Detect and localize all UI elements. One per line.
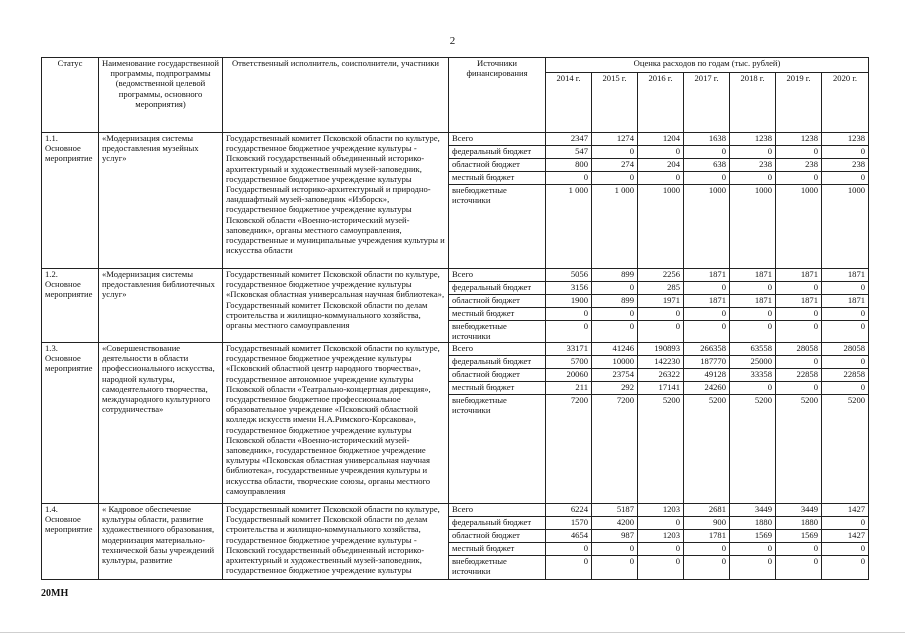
header-status: Статус bbox=[42, 58, 99, 133]
row-status: 1.3. Основное мероприятие bbox=[42, 343, 99, 504]
value-cell: 292 bbox=[592, 382, 638, 395]
value-cell: 5200 bbox=[638, 395, 684, 504]
value-cell: 5200 bbox=[822, 395, 869, 504]
value-cell: 24260 bbox=[684, 382, 730, 395]
value-cell: 2681 bbox=[684, 504, 730, 517]
value-cell: 0 bbox=[730, 382, 776, 395]
value-cell: 26322 bbox=[638, 369, 684, 382]
value-cell: 0 bbox=[592, 146, 638, 159]
value-cell: 1971 bbox=[638, 295, 684, 308]
value-cell: 4654 bbox=[546, 530, 592, 543]
value-cell: 547 bbox=[546, 146, 592, 159]
value-cell: 211 bbox=[546, 382, 592, 395]
value-cell: 0 bbox=[776, 382, 822, 395]
value-cell: 0 bbox=[822, 356, 869, 369]
value-cell: 5200 bbox=[730, 395, 776, 504]
value-cell: 899 bbox=[592, 269, 638, 282]
value-cell: 0 bbox=[776, 282, 822, 295]
value-cell: 5700 bbox=[546, 356, 592, 369]
source-label: внебюджетные источники bbox=[449, 556, 546, 580]
value-cell: 4200 bbox=[592, 517, 638, 530]
source-label: Всего bbox=[449, 343, 546, 356]
value-cell: 0 bbox=[638, 321, 684, 343]
value-cell: 0 bbox=[684, 146, 730, 159]
value-cell: 5200 bbox=[776, 395, 822, 504]
value-cell: 0 bbox=[684, 556, 730, 580]
value-cell: 41246 bbox=[592, 343, 638, 356]
value-cell: 1238 bbox=[822, 133, 869, 146]
value-cell: 0 bbox=[592, 556, 638, 580]
row-executor: Государственный комитет Псковской области по культуре, государственное бюджетное учреждение культуры «Псковский областной центр народного творчества», государственное автономное учреждение культуры Псковской области «Театрально-концертная дирекция», государственное бюджетное профессиональное образовательное учреждение «Псковский областной колледж искусств имени Н.А.Римского-Корсакова», государственное бюджетное учреждение культуры Псковской области «Военно-исторический музей-заповедник», государственное бюджетное учреждение культуры «Псковская областная универсальная научная библиотека», государственные учреждения культуры и искусства области, творческие союзы, органы местного самоуправления bbox=[223, 343, 449, 504]
value-cell: 1638 bbox=[684, 133, 730, 146]
source-label: областной бюджет bbox=[449, 530, 546, 543]
source-label: Всего bbox=[449, 133, 546, 146]
value-cell: 0 bbox=[730, 556, 776, 580]
value-cell: 1238 bbox=[776, 133, 822, 146]
value-cell: 0 bbox=[776, 556, 822, 580]
table-row bbox=[42, 269, 869, 282]
value-cell: 0 bbox=[822, 556, 869, 580]
value-cell: 20060 bbox=[546, 369, 592, 382]
source-label: местный бюджет bbox=[449, 543, 546, 556]
value-cell: 0 bbox=[730, 146, 776, 159]
value-cell: 0 bbox=[684, 308, 730, 321]
value-cell: 0 bbox=[592, 172, 638, 185]
value-cell: 1569 bbox=[776, 530, 822, 543]
header-estimate: Оценка расходов по годам (тыс. рублей) bbox=[546, 58, 869, 73]
value-cell: 285 bbox=[638, 282, 684, 295]
budget-table bbox=[41, 57, 869, 580]
value-cell: 0 bbox=[822, 517, 869, 530]
value-cell: 1000 bbox=[730, 185, 776, 269]
value-cell: 0 bbox=[592, 543, 638, 556]
value-cell: 0 bbox=[776, 321, 822, 343]
value-cell: 0 bbox=[822, 321, 869, 343]
source-label: Всего bbox=[449, 269, 546, 282]
value-cell: 0 bbox=[684, 282, 730, 295]
value-cell: 0 bbox=[730, 321, 776, 343]
value-cell: 238 bbox=[730, 159, 776, 172]
value-cell: 987 bbox=[592, 530, 638, 543]
header-year: 2014 г. bbox=[546, 73, 592, 133]
table-row bbox=[42, 343, 869, 356]
row-name: «Модернизация системы предоставления музейных услуг» bbox=[99, 133, 223, 269]
value-cell: 7200 bbox=[592, 395, 638, 504]
value-cell: 23754 bbox=[592, 369, 638, 382]
value-cell: 1871 bbox=[684, 295, 730, 308]
value-cell: 2256 bbox=[638, 269, 684, 282]
source-label: внебюджетные источники bbox=[449, 185, 546, 269]
value-cell: 3156 bbox=[546, 282, 592, 295]
value-cell: 0 bbox=[730, 543, 776, 556]
value-cell: 0 bbox=[546, 556, 592, 580]
row-executor: Государственный комитет Псковской области по культуре, государственное бюджетное учреждение культуры «Псковская областная универсальная научная библиотека», Государственный комитет Псковской области по делам строительства и жилищно-коммунального хозяйства, органы местного самоуправления bbox=[223, 269, 449, 343]
value-cell: 33358 bbox=[730, 369, 776, 382]
source-label: областной бюджет bbox=[449, 159, 546, 172]
value-cell: 1871 bbox=[730, 295, 776, 308]
value-cell: 5187 bbox=[592, 504, 638, 517]
header-year: 2018 г. bbox=[730, 73, 776, 133]
row-status: 1.2. Основное мероприятие bbox=[42, 269, 99, 343]
value-cell: 1 000 bbox=[546, 185, 592, 269]
value-cell: 1000 bbox=[684, 185, 730, 269]
value-cell: 33171 bbox=[546, 343, 592, 356]
value-cell: 190893 bbox=[638, 343, 684, 356]
value-cell: 0 bbox=[638, 543, 684, 556]
value-cell: 0 bbox=[684, 321, 730, 343]
value-cell: 0 bbox=[776, 172, 822, 185]
value-cell: 7200 bbox=[546, 395, 592, 504]
value-cell: 238 bbox=[822, 159, 869, 172]
row-name: « Кадровое обеспечение культуры области, развитие художественного образования, модернизация материально-технической базы учреждений культуры, развитие bbox=[99, 504, 223, 580]
value-cell: 1203 bbox=[638, 530, 684, 543]
row-name: «Совершенствование деятельности в области профессионального искусства, народной культуры, самодеятельного творчества, международного культурного сотрудничества» bbox=[99, 343, 223, 504]
value-cell: 274 bbox=[592, 159, 638, 172]
value-cell: 266358 bbox=[684, 343, 730, 356]
source-label: внебюджетные источники bbox=[449, 321, 546, 343]
value-cell: 1000 bbox=[822, 185, 869, 269]
value-cell: 0 bbox=[822, 308, 869, 321]
value-cell: 800 bbox=[546, 159, 592, 172]
source-label: местный бюджет bbox=[449, 308, 546, 321]
value-cell: 204 bbox=[638, 159, 684, 172]
value-cell: 2347 bbox=[546, 133, 592, 146]
value-cell: 5056 bbox=[546, 269, 592, 282]
value-cell: 3449 bbox=[730, 504, 776, 517]
header-year: 2016 г. bbox=[638, 73, 684, 133]
value-cell: 0 bbox=[638, 172, 684, 185]
header-year: 2020 г. bbox=[822, 73, 869, 133]
row-name: «Модернизация системы предоставления библиотечных услуг» bbox=[99, 269, 223, 343]
value-cell: 6224 bbox=[546, 504, 592, 517]
value-cell: 899 bbox=[592, 295, 638, 308]
value-cell: 0 bbox=[638, 556, 684, 580]
value-cell: 0 bbox=[730, 172, 776, 185]
value-cell: 1871 bbox=[822, 295, 869, 308]
source-label: федеральный бюджет bbox=[449, 282, 546, 295]
value-cell: 1238 bbox=[730, 133, 776, 146]
value-cell: 1781 bbox=[684, 530, 730, 543]
value-cell: 1204 bbox=[638, 133, 684, 146]
value-cell: 1880 bbox=[730, 517, 776, 530]
value-cell: 638 bbox=[684, 159, 730, 172]
header-year: 2017 г. bbox=[684, 73, 730, 133]
value-cell: 5200 bbox=[684, 395, 730, 504]
value-cell: 0 bbox=[592, 282, 638, 295]
value-cell: 0 bbox=[776, 146, 822, 159]
value-cell: 238 bbox=[776, 159, 822, 172]
value-cell: 1000 bbox=[638, 185, 684, 269]
source-label: внебюджетные источники bbox=[449, 395, 546, 504]
value-cell: 0 bbox=[822, 146, 869, 159]
value-cell: 0 bbox=[546, 308, 592, 321]
value-cell: 1871 bbox=[730, 269, 776, 282]
value-cell: 0 bbox=[546, 321, 592, 343]
source-label: областной бюджет bbox=[449, 295, 546, 308]
scan-edge-line bbox=[0, 632, 905, 633]
value-cell: 0 bbox=[822, 543, 869, 556]
row-executor: Государственный комитет Псковской области по культуре, Государственный комитет Псковской области по делам строительства и жилищно-коммунального хозяйства, государственное бюджетное учреждение культуры - Псковский государственный объединенный историко-архитектурный и художественный музей-заповедник, государственное бюджетное учреждение культуры bbox=[223, 504, 449, 580]
value-cell: 0 bbox=[776, 356, 822, 369]
value-cell: 0 bbox=[592, 308, 638, 321]
value-cell: 25000 bbox=[730, 356, 776, 369]
table-row bbox=[42, 504, 869, 517]
value-cell: 0 bbox=[822, 172, 869, 185]
source-label: федеральный бюджет bbox=[449, 356, 546, 369]
source-label: федеральный бюджет bbox=[449, 517, 546, 530]
table-row bbox=[42, 133, 869, 146]
value-cell: 1880 bbox=[776, 517, 822, 530]
value-cell: 0 bbox=[638, 146, 684, 159]
value-cell: 0 bbox=[546, 543, 592, 556]
value-cell: 1427 bbox=[822, 504, 869, 517]
header-name: Наименование государственной программы, подпрограммы (ведомственной целевой программы, основного мероприятия) bbox=[99, 58, 223, 133]
value-cell: 63558 bbox=[730, 343, 776, 356]
header-year: 2015 г. bbox=[592, 73, 638, 133]
row-status: 1.4. Основное мероприятие bbox=[42, 504, 99, 580]
value-cell: 900 bbox=[684, 517, 730, 530]
value-cell: 1871 bbox=[684, 269, 730, 282]
value-cell: 1569 bbox=[730, 530, 776, 543]
source-label: федеральный бюджет bbox=[449, 146, 546, 159]
value-cell: 0 bbox=[776, 543, 822, 556]
value-cell: 142230 bbox=[638, 356, 684, 369]
value-cell: 0 bbox=[822, 282, 869, 295]
value-cell: 0 bbox=[638, 308, 684, 321]
value-cell: 0 bbox=[684, 543, 730, 556]
source-label: местный бюджет bbox=[449, 382, 546, 395]
footer-code: 20МН bbox=[41, 588, 69, 599]
value-cell: 1427 bbox=[822, 530, 869, 543]
header-year: 2019 г. bbox=[776, 73, 822, 133]
value-cell: 10000 bbox=[592, 356, 638, 369]
value-cell: 1570 bbox=[546, 517, 592, 530]
value-cell: 0 bbox=[546, 172, 592, 185]
page-number: 2 bbox=[449, 35, 456, 47]
source-label: областной бюджет bbox=[449, 369, 546, 382]
source-label: Всего bbox=[449, 504, 546, 517]
value-cell: 187770 bbox=[684, 356, 730, 369]
value-cell: 1871 bbox=[776, 269, 822, 282]
value-cell: 28058 bbox=[776, 343, 822, 356]
source-label: местный бюджет bbox=[449, 172, 546, 185]
value-cell: 0 bbox=[822, 382, 869, 395]
value-cell: 1871 bbox=[822, 269, 869, 282]
value-cell: 0 bbox=[730, 282, 776, 295]
value-cell: 0 bbox=[776, 308, 822, 321]
value-cell: 3449 bbox=[776, 504, 822, 517]
value-cell: 0 bbox=[684, 172, 730, 185]
row-executor: Государственный комитет Псковской области по культуре, государственное бюджетное учреждение культуры - Псковский государственный объединенный историко-архитектурный и художественный музей-заповедник, государственное бюджетное учреждение культуры Государственный историко-архитектурный и природно-ландшафтный музей-заповедник «Изборск», государственное бюджетное учреждение культуры Псковской области «Военно-исторический музей-заповедник», органы местного самоуправления, государственные и муниципальные учреждения культуры и искусства области bbox=[223, 133, 449, 269]
value-cell: 0 bbox=[638, 517, 684, 530]
header-executor: Ответственный исполнитель, соисполнители, участники bbox=[223, 58, 449, 133]
header-source: Источники финансирования bbox=[449, 58, 546, 133]
value-cell: 0 bbox=[730, 308, 776, 321]
value-cell: 17141 bbox=[638, 382, 684, 395]
value-cell: 22858 bbox=[822, 369, 869, 382]
value-cell: 1871 bbox=[776, 295, 822, 308]
value-cell: 1203 bbox=[638, 504, 684, 517]
value-cell: 1900 bbox=[546, 295, 592, 308]
value-cell: 49128 bbox=[684, 369, 730, 382]
value-cell: 0 bbox=[592, 321, 638, 343]
value-cell: 28058 bbox=[822, 343, 869, 356]
value-cell: 1000 bbox=[776, 185, 822, 269]
value-cell: 22858 bbox=[776, 369, 822, 382]
row-status: 1.1. Основное мероприятие bbox=[42, 133, 99, 269]
value-cell: 1 000 bbox=[592, 185, 638, 269]
value-cell: 1274 bbox=[592, 133, 638, 146]
